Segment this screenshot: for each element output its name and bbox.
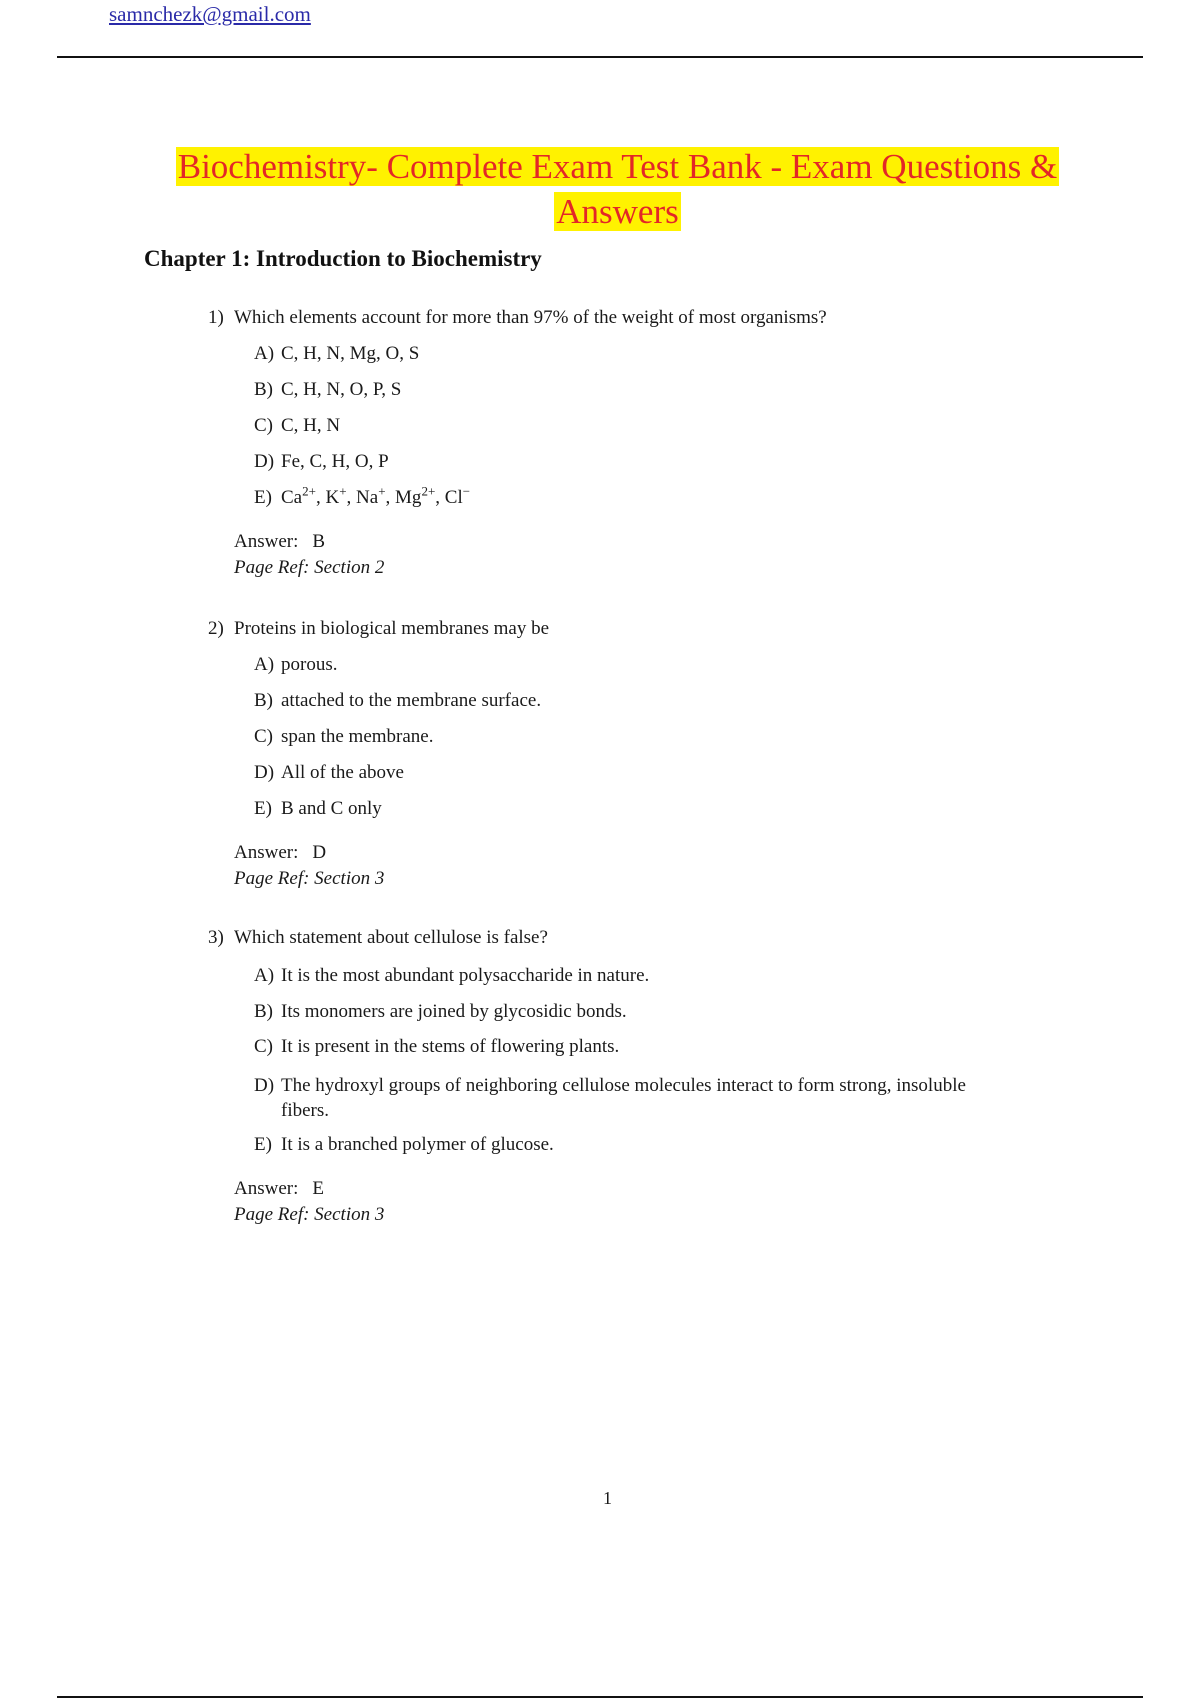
answer-value: D xyxy=(312,842,327,863)
option-label: D) xyxy=(254,1075,275,1096)
document-title xyxy=(100,144,1135,234)
option-text: span the membrane. xyxy=(281,726,434,747)
option-text: B and C only xyxy=(281,798,382,819)
answer-label: Answer: xyxy=(234,1178,299,1199)
option-e xyxy=(254,483,994,509)
option-text-ions xyxy=(281,483,994,509)
option-text: It is the most abundant polysaccharide in nature. xyxy=(281,965,650,986)
ion-k: K+, xyxy=(325,483,357,508)
option-label: A) xyxy=(254,343,275,364)
option-text: Fe, C, H, O, P xyxy=(281,451,389,472)
ion-mg: $Mg^{2+}$, xyxy=(395,483,445,508)
question-1 xyxy=(208,307,827,329)
option-label: E) xyxy=(254,487,272,508)
option-label: D) xyxy=(254,451,275,472)
option-d xyxy=(254,1073,994,1123)
option-c xyxy=(254,726,994,748)
option-b xyxy=(254,690,994,712)
answer-2 xyxy=(234,842,326,864)
option-c xyxy=(254,1036,994,1058)
question-number: 3) xyxy=(208,927,224,948)
chapter-heading: Chapter 1: Introduction to Biochemistry xyxy=(144,246,542,271)
ion-na: Na+, xyxy=(356,483,396,508)
option-a xyxy=(254,654,994,676)
option-label: D) xyxy=(254,762,275,783)
option-label: C) xyxy=(254,726,273,747)
question-text: Which elements account for more than 97% of the weight of most organisms? xyxy=(234,307,827,328)
option-label: A) xyxy=(254,965,275,986)
page-number: 1 xyxy=(603,1488,612,1508)
option-text: porous. xyxy=(281,654,338,675)
answer-value: B xyxy=(312,531,326,552)
option-label: B) xyxy=(254,1001,273,1022)
option-d xyxy=(254,762,994,784)
title-line-1: Biochemistry- Complete Exam Test Bank - Exam Questions & xyxy=(177,147,1058,186)
option-text: It is a branched polymer of glucose. xyxy=(281,1134,554,1155)
option-e xyxy=(254,1134,994,1156)
option-text: C, H, N, O, P, S xyxy=(281,379,402,400)
question-3 xyxy=(208,927,548,949)
option-a xyxy=(254,343,994,365)
option-text: All of the above xyxy=(281,762,404,783)
question-text: Proteins in biological membranes may be xyxy=(234,618,550,639)
option-text: C, H, N, Mg, O, S xyxy=(281,343,420,364)
author-email-link[interactable]: samnchezk@gmail.com xyxy=(109,2,311,26)
option-b xyxy=(254,1001,994,1023)
answer-label: Answer: xyxy=(234,842,299,863)
option-label: E) xyxy=(254,798,272,819)
option-label: E) xyxy=(254,1134,272,1155)
question-text: Which statement about cellulose is false? xyxy=(234,927,548,948)
page-ref-3: Page Ref: Section 3 xyxy=(234,1204,385,1225)
question-number: 2) xyxy=(208,618,224,639)
ion-ca: $Ca^{2+}$, xyxy=(281,483,326,508)
option-text: It is present in the stems of flowering plants. xyxy=(281,1036,620,1057)
option-label: C) xyxy=(254,1036,273,1057)
page-ref-2: Page Ref: Section 3 xyxy=(234,868,385,889)
option-d xyxy=(254,451,994,473)
title-line-2: Answers xyxy=(556,192,679,231)
answer-value: E xyxy=(312,1178,324,1199)
ion-cl: Cl− xyxy=(444,483,471,508)
option-label: B) xyxy=(254,379,273,400)
option-text: C, H, N xyxy=(281,415,341,436)
option-label: C) xyxy=(254,415,273,436)
header-rule xyxy=(57,56,1143,58)
option-label: B) xyxy=(254,690,273,711)
option-c xyxy=(254,415,994,437)
page-ref-1: Page Ref: Section 2 xyxy=(234,557,385,578)
answer-label: Answer: xyxy=(234,531,299,552)
option-text: The hydroxyl groups of neighboring cellulose molecules interact to form strong, insoluble fibers. xyxy=(281,1075,966,1121)
answer-1 xyxy=(234,531,325,553)
answer-3 xyxy=(234,1178,324,1200)
option-text: Its monomers are joined by glycosidic bonds. xyxy=(281,1001,627,1022)
question-2 xyxy=(208,618,549,640)
option-label: A) xyxy=(254,654,275,675)
option-a xyxy=(254,965,994,987)
option-e xyxy=(254,798,994,820)
option-text: attached to the membrane surface. xyxy=(281,690,542,711)
option-b xyxy=(254,379,994,401)
question-number: 1) xyxy=(208,307,224,328)
footer-rule xyxy=(57,1696,1143,1698)
